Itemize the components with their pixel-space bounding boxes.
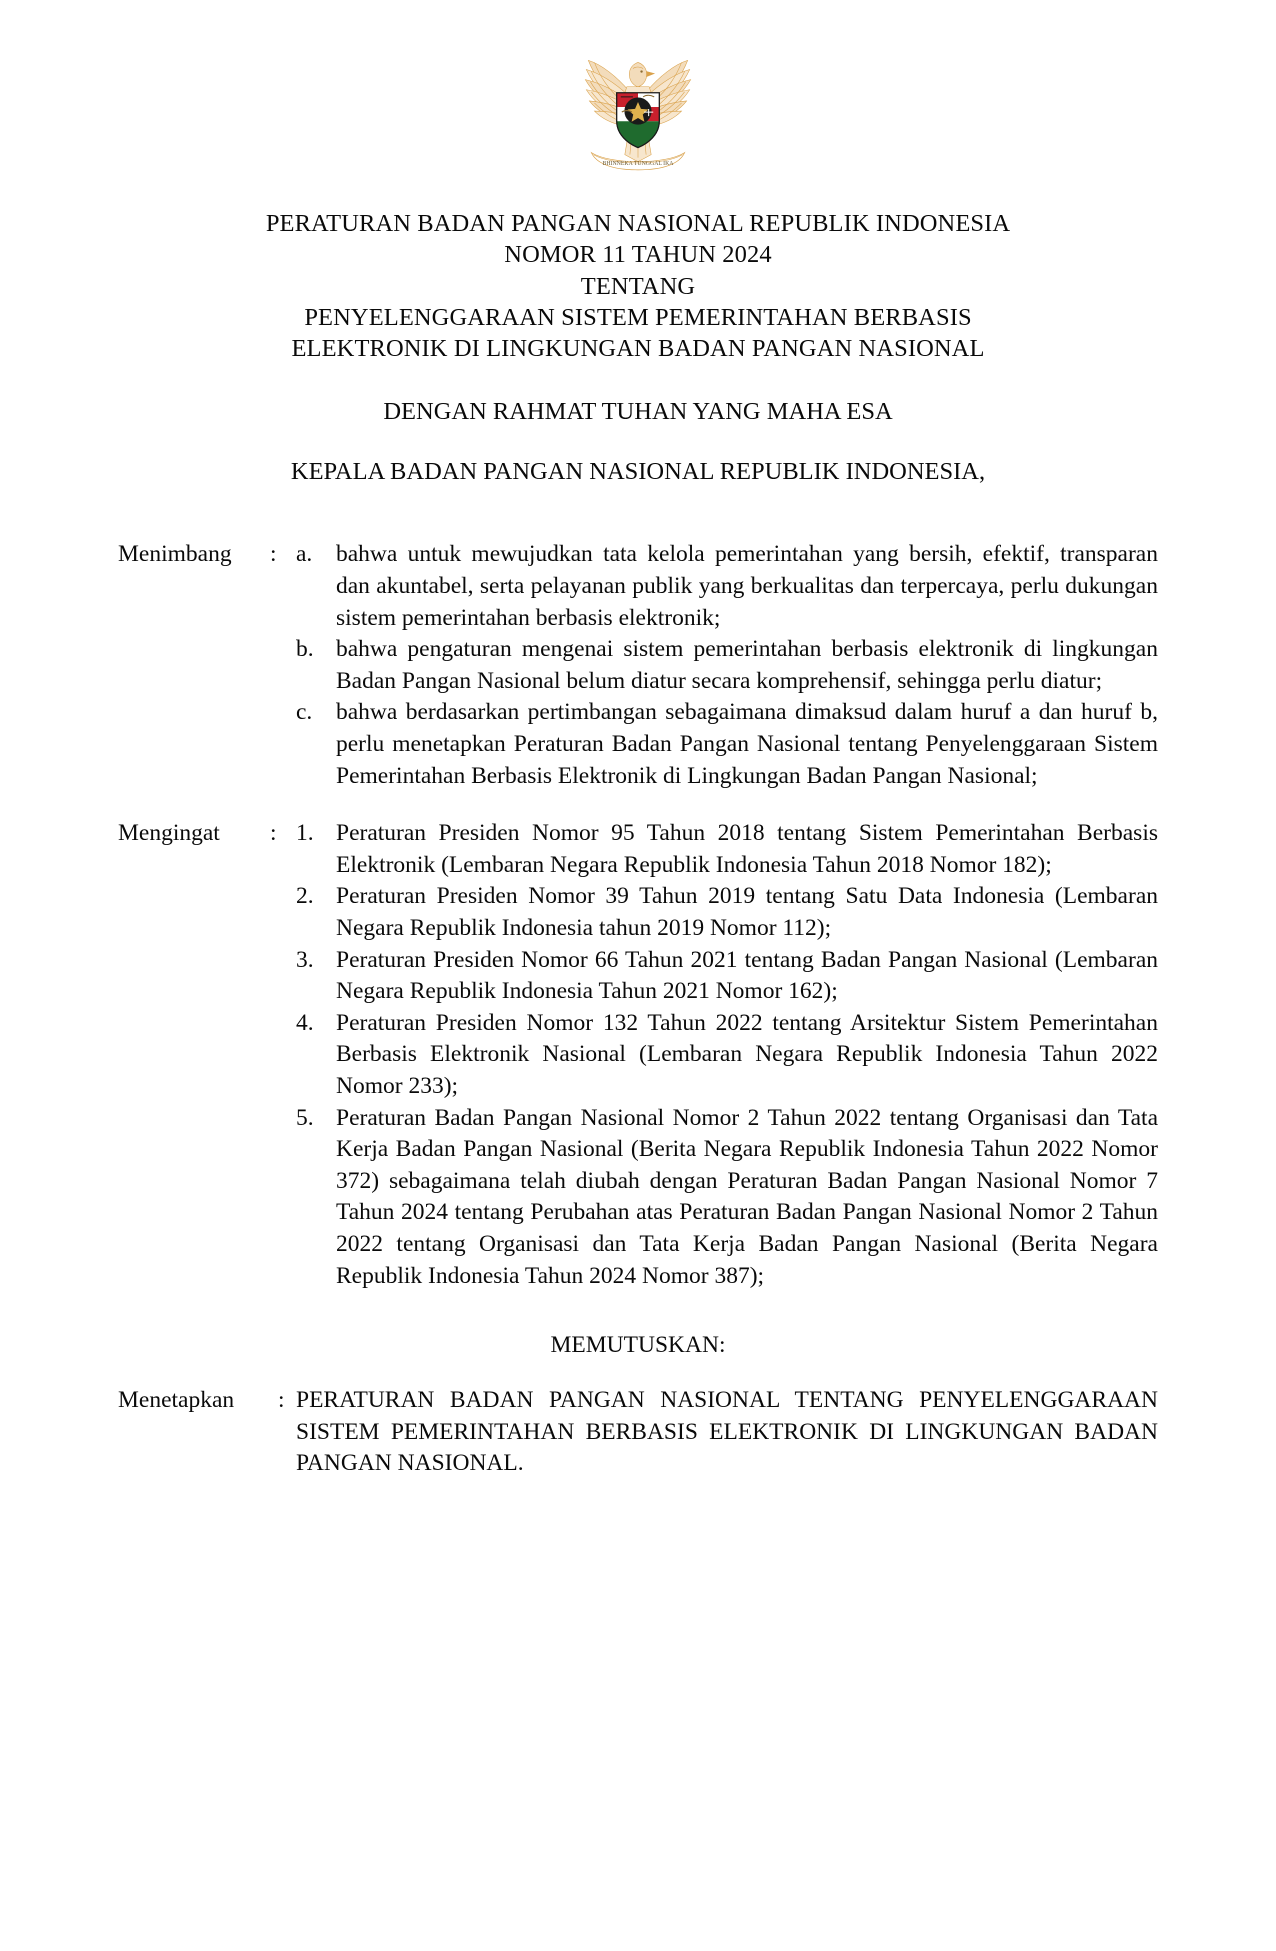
title-line-5: ELEKTRONIK DI LINGKUNGAN BADAN PANGAN NASIONAL	[291, 335, 985, 363]
mengingat-label: Mengingat	[118, 820, 220, 847]
menimbang-label: Menimbang	[118, 541, 232, 568]
title-line-2: NOMOR 11 TAHUN 2024	[504, 241, 772, 269]
menetapkan-text: PERATURAN BADAN PANGAN NASIONAL TENTANG PENYELENGGARAAN SISTEM PEMERINTAHAN BERBASIS ELEKTRONIK DI LINGKUNGAN BADAN PANGAN NASIONAL.	[296, 1387, 1158, 1477]
item-text: Peraturan Presiden Nomor 39 Tahun 2019 tentang Satu Data Indonesia (Lembaran Negara Republik Indonesia tahun 2019 Nomor 112);	[336, 883, 1158, 942]
list-item	[296, 945, 1158, 1008]
title-line-3: TENTANG	[580, 272, 696, 300]
clause-menimbang	[118, 539, 1158, 792]
mengingat-items	[296, 818, 1158, 1292]
item-marker: 5.	[296, 1104, 314, 1131]
pancasila-shield	[617, 93, 660, 148]
clause-mengingat	[118, 818, 1158, 1292]
list-item	[296, 697, 1158, 792]
menimbang-colon: :	[270, 541, 277, 568]
invocation-line: DENGAN RAHMAT TUHAN YANG MAHA ESA	[383, 397, 893, 425]
clause-menetapkan	[0, 1385, 1276, 1480]
spacer	[0, 365, 1276, 396]
item-text: Peraturan Badan Pangan Nasional Nomor 2 Tahun 2022 tentang Organisasi dan Tata Kerja Badan Pangan Nasional (Berita Negara Republik Indonesia Tahun 2022 Nomor 372) sebagaimana telah diubah dengan Peraturan Badan Pangan Nasional Nomor 7 Tahun 2024 tentang Perubahan atas Peraturan Badan Pangan Nasional Nomor 2 Tahun 2022 tentang Organisasi dan Tata Kerja Badan Pangan Nasional (Berita Negara Republik Indonesia Tahun 2024 Nomor 387);	[336, 1104, 1158, 1289]
item-marker: 1.	[296, 820, 314, 847]
list-item	[296, 634, 1158, 697]
item-marker: 3.	[296, 946, 314, 973]
spacer	[0, 428, 1276, 456]
list-item	[296, 1008, 1158, 1103]
title-line-4: PENYELENGGARAAN SISTEM PEMERINTAHAN BERBASIS	[304, 304, 972, 332]
item-text: Peraturan Presiden Nomor 132 Tahun 2022 tentang Arsitektur Sistem Pemerintahan Berbasis Elektronik Nasional (Lembaran Negara Republik Indonesia Tahun 2022 Nomor 233);	[336, 1009, 1158, 1099]
memutuskan-heading: MEMUTUSKAN:	[550, 1332, 726, 1359]
menetapkan-label: Menetapkan	[118, 1387, 235, 1414]
title-line-1: PERATURAN BADAN PANGAN NASIONAL REPUBLIK INDONESIA	[265, 210, 1011, 237]
list-item	[296, 1103, 1158, 1293]
item-marker: b.	[296, 636, 314, 663]
item-text: Peraturan Presiden Nomor 66 Tahun 2021 tentang Badan Pangan Nasional (Lembaran Negara Republik Indonesia Tahun 2021 Nomor 162);	[336, 946, 1158, 1005]
mengingat-colon: :	[270, 820, 277, 847]
garuda-pancasila-emblem	[562, 40, 714, 172]
item-text: Peraturan Presiden Nomor 95 Tahun 2018 tentang Sistem Pemerintahan Berbasis Elektronik (Lembaran Negara Republik Indonesia Tahun 2018 Nomor 182);	[336, 820, 1158, 878]
item-marker: a.	[296, 541, 313, 568]
item-marker: c.	[296, 699, 313, 726]
document-body	[0, 539, 1276, 1292]
item-text: bahwa pengaturan mengenai sistem pemerintahan berbasis elektronik di lingkungan Badan Pangan Nasional belum diatur secara komprehensif, sehingga perlu diatur;	[336, 636, 1158, 694]
list-item	[296, 881, 1158, 944]
menimbang-items	[296, 539, 1158, 792]
item-marker: 4.	[296, 1009, 314, 1036]
menetapkan-colon: :	[278, 1387, 285, 1414]
item-text: bahwa berdasarkan pertimbangan sebagaimana dimaksud dalam huruf a dan huruf b, perlu menetapkan Peraturan Badan Pangan Nasional tentang Penyelenggaraan Sistem Pemerintahan Berbasis Elektronik di Lingkungan Badan Pangan Nasional;	[336, 699, 1158, 789]
item-marker: 2.	[296, 883, 314, 910]
list-item	[296, 539, 1158, 634]
document-title-block	[0, 208, 1276, 365]
item-text: bahwa untuk mewujudkan tata kelola pemerintahan yang bersih, efektif, transparan dan akuntabel, serta pelayanan publik yang berkualitas dan terpercaya, perlu dukungan sistem pemerintahan berbasis elektronik;	[336, 541, 1158, 631]
authority-line: KEPALA BADAN PANGAN NASIONAL REPUBLIK INDONESIA,	[290, 457, 986, 485]
emblem-container	[0, 0, 1276, 172]
list-item	[296, 818, 1158, 881]
motto-text: BHINNEKA TUNGGAL IKA	[602, 160, 674, 167]
